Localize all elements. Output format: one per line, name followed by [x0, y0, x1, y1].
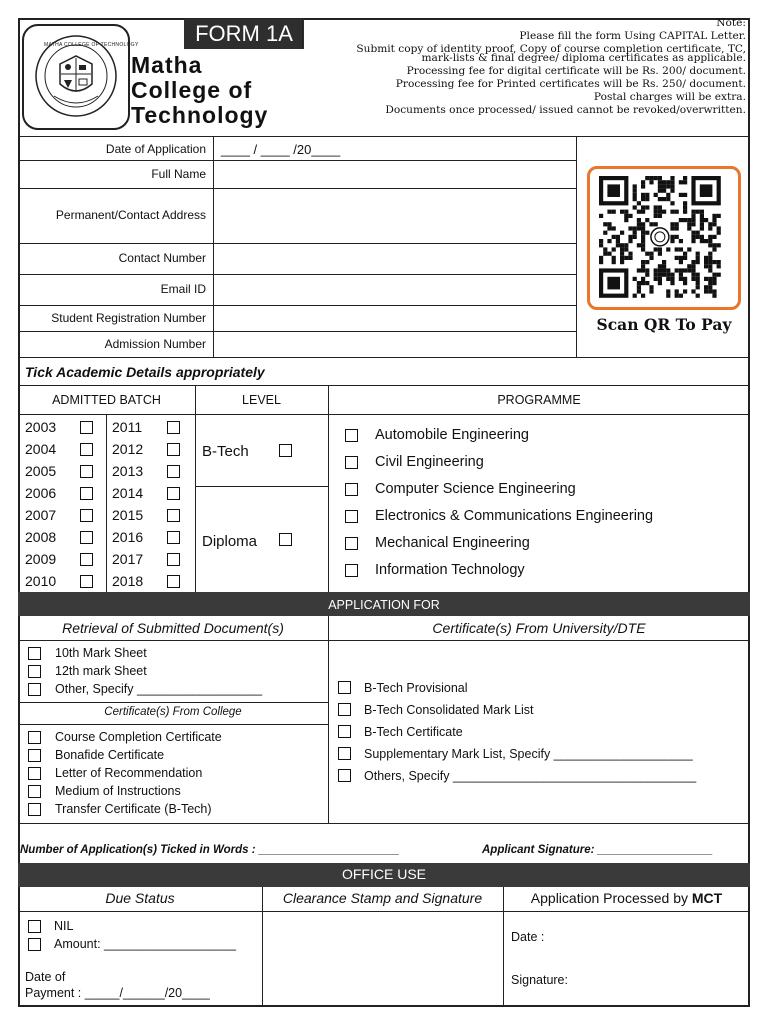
academic-heading: Tick Academic Details appropriately [25, 364, 265, 380]
application-for-title: APPLICATION FOR [328, 598, 440, 612]
batch-year-label: 2009 [25, 551, 57, 567]
admission-number-field[interactable] [214, 332, 576, 357]
college-certificate-checkbox[interactable] [28, 749, 41, 762]
university-certificate-label: B-Tech Certificate [364, 725, 463, 739]
college-name-line3: Technology [131, 102, 269, 128]
nil-label: NIL [54, 919, 74, 933]
batch-year-label: 2014 [112, 485, 144, 501]
note-line: Processing fee for digital certificate will be Rs. 200/ document. [406, 65, 746, 78]
programme-label: Automobile Engineering [375, 427, 529, 443]
university-heading: Certificate(s) From University/DTE [432, 620, 646, 636]
date-of-application-field[interactable]: ____ / ____ /20____ [221, 142, 341, 157]
date-of-label: Date of [25, 970, 66, 984]
application-count-field[interactable]: Number of Application(s) Ticked in Words : ______________________ [20, 844, 400, 856]
office-date-field[interactable]: Date : [511, 930, 545, 944]
col-batch-header: ADMITTED BATCH [52, 393, 161, 407]
college-certificate-checkbox[interactable] [28, 785, 41, 798]
programme-checkbox[interactable] [345, 483, 358, 496]
college-certificate-label: Medium of Instructions [55, 784, 181, 798]
seal-text: MATHA COLLEGE OF TECHNOLOGY [44, 42, 139, 48]
batch-checkbox[interactable] [167, 487, 180, 500]
retrieval-checkbox[interactable] [28, 683, 41, 696]
university-certificate-label: B-Tech Consolidated Mark List [364, 703, 534, 717]
label-address: Permanent/Contact Address [55, 208, 206, 222]
nil-checkbox[interactable] [28, 920, 41, 933]
programme-checkbox[interactable] [345, 510, 358, 523]
college-certificate-label: Transfer Certificate (B-Tech) [55, 802, 212, 816]
batch-year-label: 2006 [25, 485, 57, 501]
email-field[interactable] [214, 275, 576, 305]
amount-checkbox[interactable] [28, 938, 41, 951]
college-name-line1: Matha [131, 52, 203, 78]
level-btech-checkbox[interactable] [279, 444, 292, 457]
batch-year-label: 2012 [112, 441, 144, 457]
programme-label: Civil Engineering [375, 454, 484, 470]
retrieval-item-label: 12th mark Sheet [55, 664, 147, 678]
registration-number-field[interactable] [214, 306, 576, 331]
batch-checkbox[interactable] [167, 443, 180, 456]
batch-year-label: 2005 [25, 463, 57, 479]
college-certificate-checkbox[interactable] [28, 803, 41, 816]
col-programme-header: PROGRAMME [497, 393, 581, 407]
office-use-title: OFFICE USE [341, 866, 426, 882]
university-certificate-label: Others, Specify ___________________________________ [364, 769, 697, 783]
processed-by-prefix: Application Processed by [530, 890, 692, 906]
batch-year-label: 2017 [112, 551, 144, 567]
note-line: Please fill the form Using CAPITAL Letter. [519, 29, 746, 42]
qr-code-box[interactable] [587, 166, 741, 310]
label-contact-number: Contact Number [118, 251, 206, 265]
qr-caption: Scan QR To Pay [596, 315, 732, 334]
processed-by-mct: MCT [691, 890, 723, 906]
label-registration-number: Student Registration Number [51, 311, 206, 325]
applicant-signature-field[interactable]: Applicant Signature: __________________ [482, 844, 713, 856]
batch-year-label: 2004 [25, 441, 57, 457]
label-full-name: Full Name [151, 167, 206, 181]
batch-year-label: 2008 [25, 529, 57, 545]
batch-checkbox[interactable] [80, 487, 93, 500]
header-notes [306, 17, 746, 116]
batch-year-label: 2013 [112, 463, 144, 479]
batch-checkbox[interactable] [80, 465, 93, 478]
note-line: Submit copy of identity proof, Copy of course completion certificate, TC, [356, 42, 746, 55]
address-field[interactable] [214, 189, 576, 243]
batch-checkbox[interactable] [167, 421, 180, 434]
form-title: FORM 1A [195, 21, 293, 46]
retrieval-item-label: Other, Specify __________________ [55, 682, 263, 696]
amount-field[interactable]: Amount: ___________________ [54, 937, 237, 951]
payment-date-field[interactable]: Payment : _____/______/20____ [25, 986, 210, 1000]
batch-year-label: 2011 [112, 419, 143, 435]
batch-checkbox[interactable] [167, 509, 180, 522]
programme-label: Information Technology [375, 562, 525, 578]
batch-year-label: 2007 [25, 507, 57, 523]
batch-checkbox[interactable] [80, 531, 93, 544]
batch-checkbox[interactable] [80, 443, 93, 456]
note-line: Note: [716, 17, 746, 29]
office-signature-field[interactable]: Signature: [511, 973, 568, 987]
university-certificate-label: Supplementary Mark List, Specify ____________________ [364, 747, 693, 761]
programme-label: Computer Science Engineering [375, 481, 576, 497]
university-certificate-checkbox[interactable] [338, 747, 351, 760]
batch-checkbox[interactable] [80, 421, 93, 434]
retrieval-checkbox[interactable] [28, 647, 41, 660]
clearance-stamp-area[interactable] [263, 912, 503, 1007]
batch-checkbox[interactable] [167, 531, 180, 544]
clearance-header: Clearance Stamp and Signature [282, 890, 483, 906]
batch-checkbox[interactable] [80, 553, 93, 566]
college-certificate-label: Course Completion Certificate [55, 730, 222, 744]
university-certificate-checkbox[interactable] [338, 681, 351, 694]
college-certificate-label: Bonafide Certificate [55, 748, 165, 762]
label-email: Email ID [160, 282, 206, 296]
university-certificate-label: B-Tech Provisional [364, 681, 468, 695]
batch-checkbox[interactable] [80, 509, 93, 522]
batch-year-label: 2016 [112, 529, 144, 545]
level-diploma-label: Diploma [202, 533, 258, 550]
label-date-of-application: Date of Application [105, 142, 206, 156]
batch-year-label: 2003 [25, 419, 57, 435]
batch-checkbox[interactable] [167, 553, 180, 566]
programme-label: Mechanical Engineering [375, 535, 530, 551]
full-name-field[interactable] [214, 161, 576, 188]
university-certificate-checkbox[interactable] [338, 769, 351, 782]
note-line: Documents once processed/ issued cannot be revoked/overwritten. [385, 103, 746, 116]
college-certificate-checkbox[interactable] [28, 767, 41, 780]
university-certificate-checkbox[interactable] [338, 703, 351, 716]
programme-checkbox[interactable] [345, 564, 358, 577]
university-certificate-checkbox[interactable] [338, 725, 351, 738]
programme-checkbox[interactable] [345, 456, 358, 469]
college-logo-box [22, 24, 139, 130]
batch-checkbox[interactable] [167, 575, 180, 588]
qr-code-icon [599, 176, 729, 300]
due-status-header: Due Status [105, 890, 175, 906]
retrieval-heading: Retrieval of Submitted Document(s) [62, 620, 284, 636]
processed-by-header [503, 890, 750, 906]
batch-checkbox[interactable] [167, 465, 180, 478]
batch-year-label: 2018 [112, 573, 144, 589]
college-name-line2: College of [131, 77, 253, 103]
college-certificates-heading: Certificate(s) From College [104, 706, 242, 718]
col-level-header: LEVEL [242, 393, 281, 407]
note-line: Postal charges will be extra. [593, 90, 746, 103]
label-admission-number: Admission Number [104, 337, 206, 351]
note-line: Processing fee for Printed certificates will be Rs. 250/ document. [395, 77, 746, 90]
contact-number-field[interactable] [214, 244, 576, 274]
retrieval-item-label: 10th Mark Sheet [55, 646, 147, 660]
programme-label: Electronics & Communications Engineering [375, 508, 654, 524]
batch-year-label: 2010 [25, 573, 57, 589]
retrieval-checkbox[interactable] [28, 665, 41, 678]
batch-year-label: 2015 [112, 507, 144, 523]
programme-checkbox[interactable] [345, 429, 358, 442]
level-diploma-checkbox[interactable] [279, 533, 292, 546]
college-certificate-label: Letter of Recommendation [55, 766, 203, 780]
programme-checkbox[interactable] [345, 537, 358, 550]
note-line: mark-lists & final degree/ diploma certificates as applicable. [421, 52, 746, 65]
level-btech-label: B-Tech [202, 443, 249, 460]
batch-checkbox[interactable] [80, 575, 93, 588]
college-certificate-checkbox[interactable] [28, 731, 41, 744]
